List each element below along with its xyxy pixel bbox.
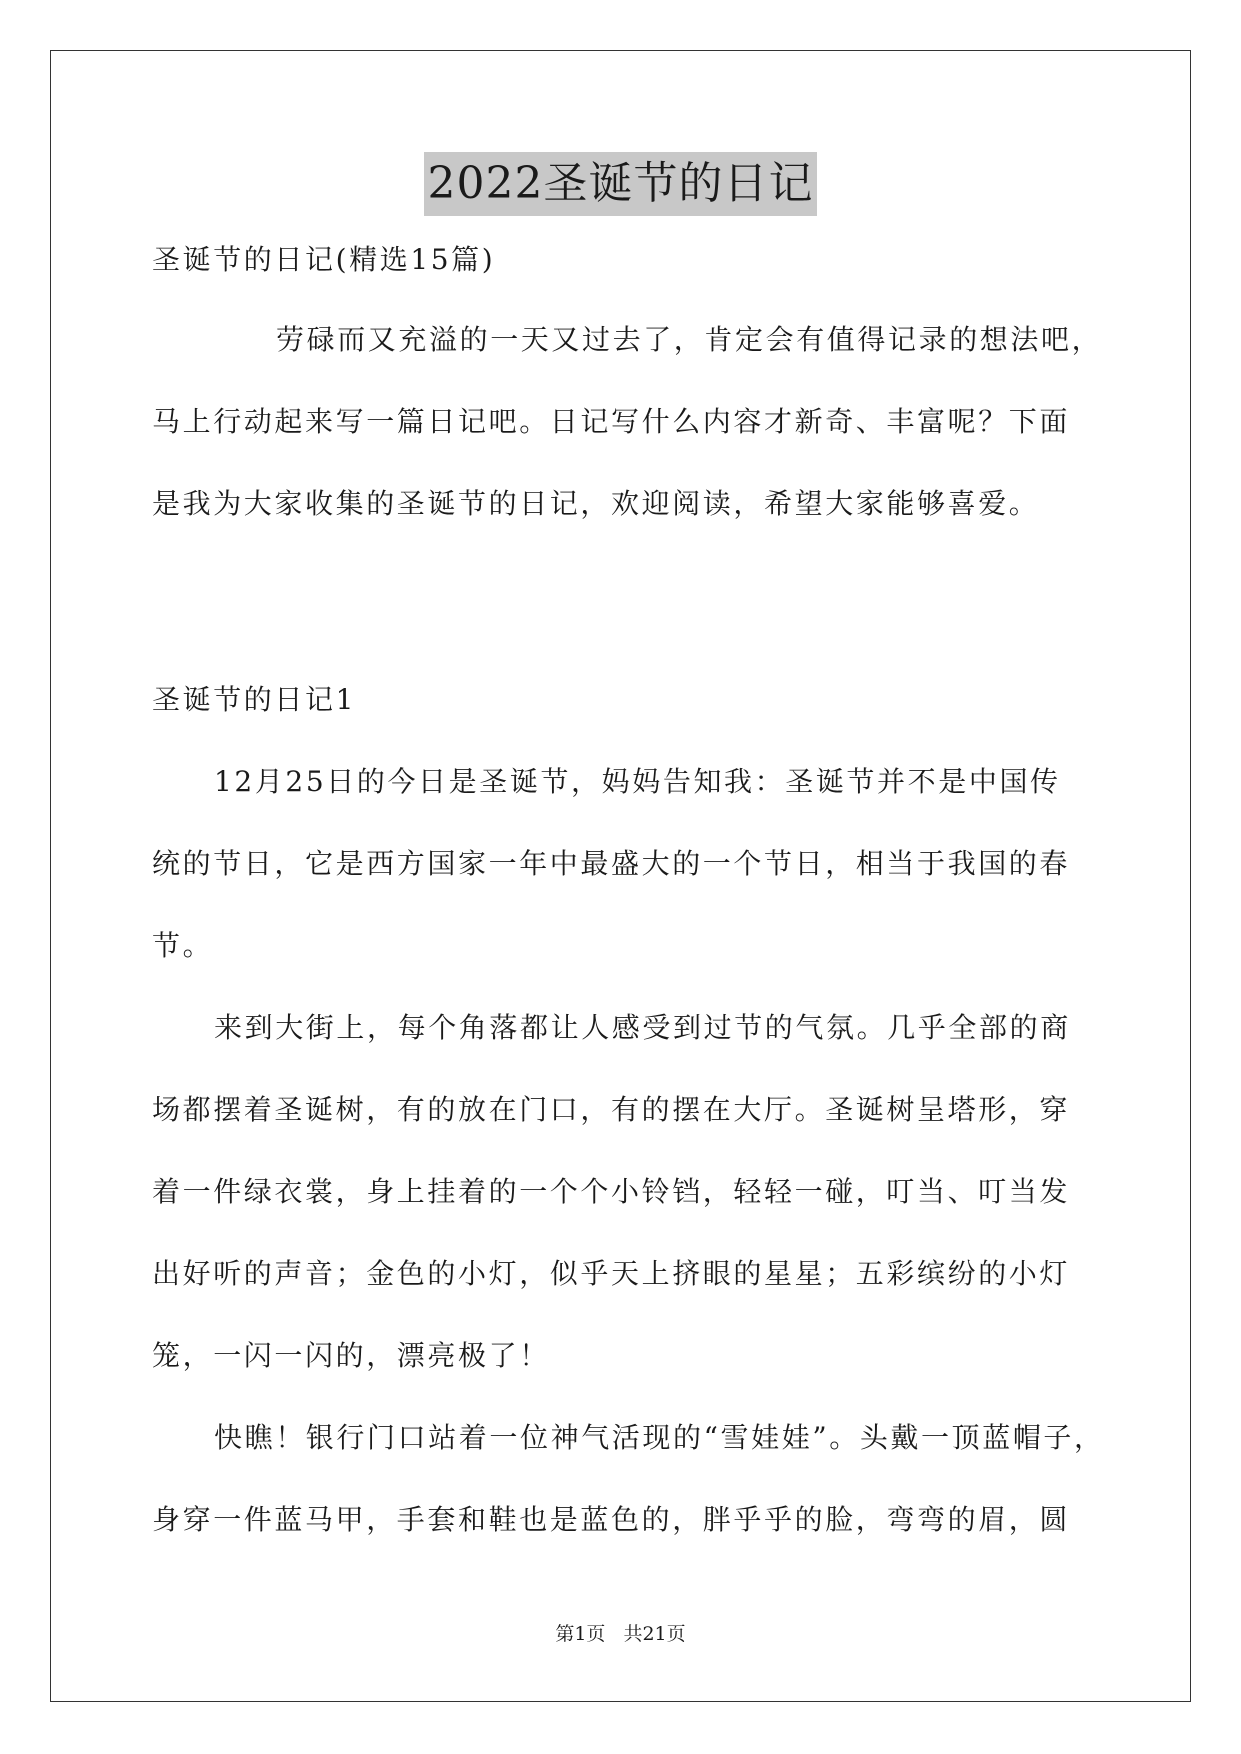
title-container [0, 152, 1241, 216]
paragraph-line: 笼，一闪一闪的，漂亮极了！ [152, 1339, 550, 1372]
paragraph-line: 来到大街上，每个角落都让人感受到过节的气氛。几乎全部的商 [214, 1011, 1071, 1044]
document-title: 2022圣诞节的日记 [424, 152, 818, 216]
paragraph-line: 统的节日，它是西方国家一年中最盛大的一个节日，相当于我国的春 [152, 847, 1071, 880]
paragraph-line: 出好听的声音；金色的小灯，似乎天上挤眼的星星；五彩缤纷的小灯 [152, 1257, 1071, 1290]
intro-line: 劳碌而又充溢的一天又过去了，肯定会有值得记录的想法吧， [276, 323, 1103, 356]
page-footer [0, 1621, 1241, 1647]
section-heading: 圣诞节的日记1 [152, 683, 357, 716]
page-total: 共21页 [623, 1623, 686, 1645]
intro-line: 马上行动起来写一篇日记吧。日记写什么内容才新奇、丰富呢？下面 [152, 405, 1071, 438]
paragraph-line: 场都摆着圣诞树，有的放在门口，有的摆在大厅。圣诞树呈塔形，穿 [152, 1093, 1071, 1126]
paragraph-line: 着一件绿衣裳，身上挂着的一个个小铃铛，轻轻一碰，叮当、叮当发 [152, 1175, 1071, 1208]
paragraph-line: 身穿一件蓝马甲，手套和鞋也是蓝色的，胖乎乎的脸，弯弯的眉，圆 [152, 1503, 1071, 1536]
paragraph-line: 节。 [152, 929, 214, 962]
intro-line: 是我为大家收集的圣诞节的日记，欢迎阅读，希望大家能够喜爱。 [152, 487, 1040, 520]
page-number: 第1页 [555, 1623, 606, 1645]
paragraph-line: 12月25日的今日是圣诞节，妈妈告知我：圣诞节并不是中国传 [214, 765, 1061, 798]
paragraph-line: 快瞧！银行门口站着一位神气活现的“雪娃娃”。头戴一顶蓝帽子， [214, 1421, 1105, 1454]
document-subtitle: 圣诞节的日记(精选15篇) [152, 243, 496, 276]
